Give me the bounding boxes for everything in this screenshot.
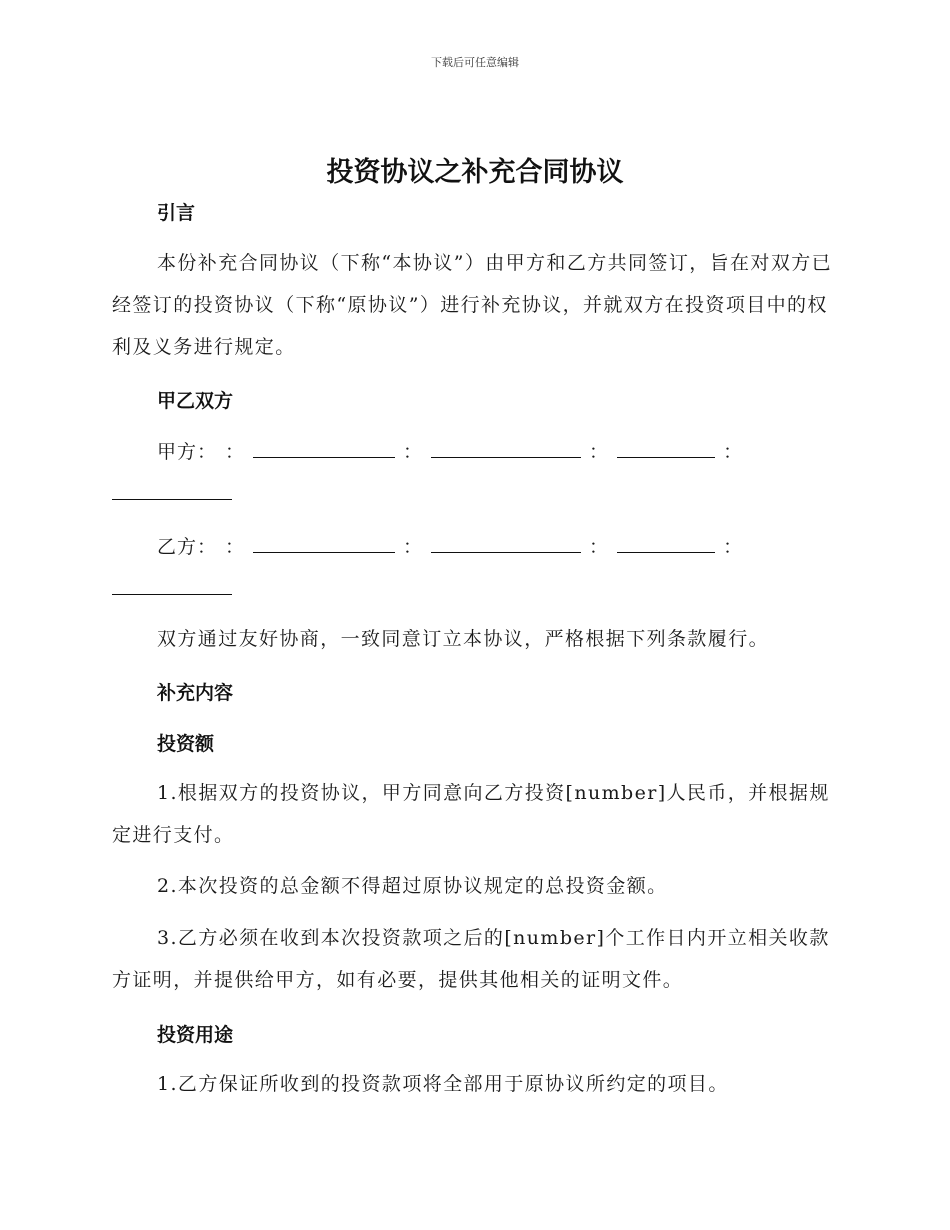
party-b-blank-4[interactable] xyxy=(112,594,232,595)
field-separator: ： xyxy=(589,441,610,463)
amount-item-2: 2.本次投资的总金额不得超过原协议规定的总投资金额。 xyxy=(157,875,668,897)
party-a-blank-4[interactable] xyxy=(112,499,232,500)
party-b-row xyxy=(157,532,751,559)
use-item-1: 1.乙方保证所收到的投资款项将全部用于原协议所约定的项目。 xyxy=(157,1073,729,1095)
field-separator: ： xyxy=(225,441,246,463)
amount-item-1: 1.根据双方的投资协议，甲方同意向乙方投资[number]人民币，并根据规定进行支付。 xyxy=(112,782,830,846)
field-separator: ： xyxy=(225,536,246,558)
parties-heading: 甲乙双方 xyxy=(157,390,234,412)
amount-item-3: 3.乙方必须在收到本次投资款项之后的[number]个工作日内开立相关收款方证明，并提供给甲方，如有必要，提供其他相关的证明文件。 xyxy=(112,927,830,991)
agreement-paragraph: 双方通过友好协商，一致同意订立本协议，严格根据下列条款履行。 xyxy=(157,628,770,650)
party-a-blank-1[interactable] xyxy=(253,439,395,458)
party-a-blank-3[interactable] xyxy=(617,439,715,458)
use-heading: 投资用途 xyxy=(157,1024,234,1046)
amount-heading: 投资额 xyxy=(157,733,215,755)
header-note: 下载后可任意编辑 xyxy=(431,56,519,69)
party-a-blank-2[interactable] xyxy=(431,439,581,458)
field-separator: ： xyxy=(403,536,424,558)
party-b-blank-2[interactable] xyxy=(431,534,581,553)
field-separator: ： xyxy=(723,441,744,463)
party-a-row xyxy=(157,437,751,464)
field-separator: ： xyxy=(403,441,424,463)
field-separator: ： xyxy=(723,536,744,558)
document-title: 投资协议之补充合同协议 xyxy=(326,157,624,188)
party-b-blank-3[interactable] xyxy=(617,534,715,553)
party-b-blank-1[interactable] xyxy=(253,534,395,553)
supplement-heading: 补充内容 xyxy=(157,682,234,704)
intro-heading: 引言 xyxy=(157,202,196,224)
party-a-label: 甲方： xyxy=(157,441,218,463)
party-b-label: 乙方： xyxy=(157,536,218,558)
field-separator: ： xyxy=(589,536,610,558)
intro-paragraph: 本份补充合同协议（下称“本协议”）由甲方和乙方共同签订，旨在对双方已经签订的投资协议（下称“原协议”）进行补充协议，并就双方在投资项目中的权利及义务进行规定。 xyxy=(112,252,833,358)
